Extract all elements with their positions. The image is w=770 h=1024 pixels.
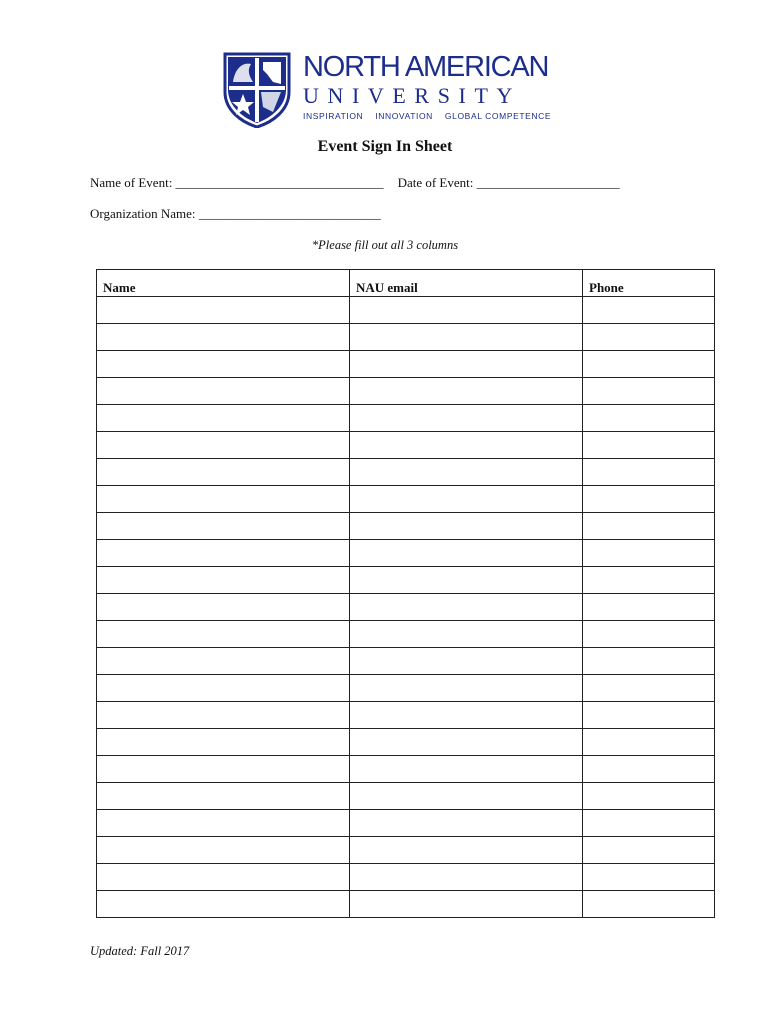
name-cell[interactable]: [97, 810, 350, 837]
name-cell[interactable]: [97, 432, 350, 459]
table-row: [97, 351, 715, 378]
event-fields-row: [90, 175, 620, 191]
name-cell[interactable]: [97, 324, 350, 351]
name-cell[interactable]: [97, 729, 350, 756]
shield-crest-icon: [223, 52, 291, 128]
logo-line-university: UNIVERSITY: [303, 83, 521, 108]
email-cell[interactable]: [350, 621, 583, 648]
sign-in-table: [96, 269, 715, 918]
phone-cell[interactable]: [583, 324, 715, 351]
name-cell[interactable]: [97, 702, 350, 729]
tagline-item: INNOVATION: [375, 111, 433, 121]
phone-cell[interactable]: [583, 648, 715, 675]
table-row: [97, 891, 715, 918]
table-row: [97, 621, 715, 648]
phone-cell[interactable]: [583, 675, 715, 702]
page-title: Event Sign In Sheet: [317, 138, 453, 155]
name-cell[interactable]: [97, 513, 350, 540]
table-row: [97, 324, 715, 351]
phone-cell[interactable]: [583, 459, 715, 486]
organization-name-field[interactable]: Organization Name: ____________________________: [90, 206, 381, 221]
table-row: [97, 675, 715, 702]
email-cell[interactable]: [350, 702, 583, 729]
name-cell[interactable]: [97, 864, 350, 891]
email-cell[interactable]: [350, 513, 583, 540]
name-cell[interactable]: [97, 459, 350, 486]
name-cell[interactable]: [97, 756, 350, 783]
table-row: [97, 459, 715, 486]
table-row: [97, 405, 715, 432]
table-row: [97, 540, 715, 567]
table-row: [97, 594, 715, 621]
email-cell[interactable]: [350, 648, 583, 675]
updated-note: Updated: Fall 2017: [90, 944, 190, 958]
phone-cell[interactable]: [583, 810, 715, 837]
organization-fields-row: [90, 206, 381, 222]
email-cell[interactable]: [350, 864, 583, 891]
email-cell[interactable]: [350, 459, 583, 486]
email-cell[interactable]: [350, 432, 583, 459]
table-body: [97, 297, 715, 918]
table-row: [97, 837, 715, 864]
phone-cell[interactable]: [583, 378, 715, 405]
name-cell[interactable]: [97, 405, 350, 432]
name-cell[interactable]: [97, 837, 350, 864]
email-cell[interactable]: [350, 567, 583, 594]
email-cell[interactable]: [350, 729, 583, 756]
phone-cell[interactable]: [583, 486, 715, 513]
phone-cell[interactable]: [583, 594, 715, 621]
phone-cell[interactable]: [583, 297, 715, 324]
email-cell[interactable]: [350, 297, 583, 324]
email-cell[interactable]: [350, 756, 583, 783]
column-header-email: NAU email: [350, 270, 583, 297]
phone-cell[interactable]: [583, 702, 715, 729]
email-cell[interactable]: [350, 783, 583, 810]
phone-cell[interactable]: [583, 432, 715, 459]
table-row: [97, 297, 715, 324]
instruction-note: *Please fill out all 3 columns: [311, 238, 459, 252]
email-cell[interactable]: [350, 540, 583, 567]
email-cell[interactable]: [350, 675, 583, 702]
name-cell[interactable]: [97, 621, 350, 648]
table-row: [97, 567, 715, 594]
event-name-field[interactable]: Name of Event: ________________________________: [90, 175, 384, 190]
email-cell[interactable]: [350, 351, 583, 378]
email-cell[interactable]: [350, 891, 583, 918]
email-cell[interactable]: [350, 594, 583, 621]
event-date-field[interactable]: Date of Event: ______________________: [397, 175, 620, 190]
name-cell[interactable]: [97, 891, 350, 918]
column-header-phone: Phone: [583, 270, 715, 297]
tagline-item: INSPIRATION: [303, 111, 364, 121]
table-row: [97, 810, 715, 837]
name-cell[interactable]: [97, 351, 350, 378]
email-cell[interactable]: [350, 405, 583, 432]
table-row: [97, 756, 715, 783]
name-cell[interactable]: [97, 567, 350, 594]
phone-cell[interactable]: [583, 351, 715, 378]
email-cell[interactable]: [350, 324, 583, 351]
phone-cell[interactable]: [583, 864, 715, 891]
university-logo: [223, 50, 553, 130]
name-cell[interactable]: [97, 783, 350, 810]
name-cell[interactable]: [97, 648, 350, 675]
logo-line-north-american: NORTH AMERICAN: [303, 51, 549, 83]
table-row: [97, 702, 715, 729]
table-row: [97, 864, 715, 891]
phone-cell[interactable]: [583, 405, 715, 432]
phone-cell[interactable]: [583, 513, 715, 540]
phone-cell[interactable]: [583, 567, 715, 594]
table-row: [97, 432, 715, 459]
name-cell[interactable]: [97, 540, 350, 567]
phone-cell[interactable]: [583, 756, 715, 783]
table-row: [97, 486, 715, 513]
name-cell[interactable]: [97, 675, 350, 702]
table-row: [97, 648, 715, 675]
name-cell[interactable]: [97, 297, 350, 324]
logo-tagline: [303, 110, 553, 122]
phone-cell[interactable]: [583, 621, 715, 648]
phone-cell[interactable]: [583, 891, 715, 918]
name-cell[interactable]: [97, 594, 350, 621]
phone-cell[interactable]: [583, 540, 715, 567]
logo-wordmark: [303, 50, 553, 122]
email-cell[interactable]: [350, 837, 583, 864]
name-cell[interactable]: [97, 486, 350, 513]
table-row: [97, 783, 715, 810]
email-cell[interactable]: [350, 378, 583, 405]
phone-cell[interactable]: [583, 729, 715, 756]
table-row: [97, 513, 715, 540]
email-cell[interactable]: [350, 810, 583, 837]
column-header-name: Name: [97, 270, 350, 297]
table-row: [97, 729, 715, 756]
phone-cell[interactable]: [583, 837, 715, 864]
phone-cell[interactable]: [583, 783, 715, 810]
table-row: [97, 378, 715, 405]
tagline-item: GLOBAL COMPETENCE: [444, 111, 552, 121]
name-cell[interactable]: [97, 378, 350, 405]
email-cell[interactable]: [350, 486, 583, 513]
table-header-row: [97, 270, 715, 297]
